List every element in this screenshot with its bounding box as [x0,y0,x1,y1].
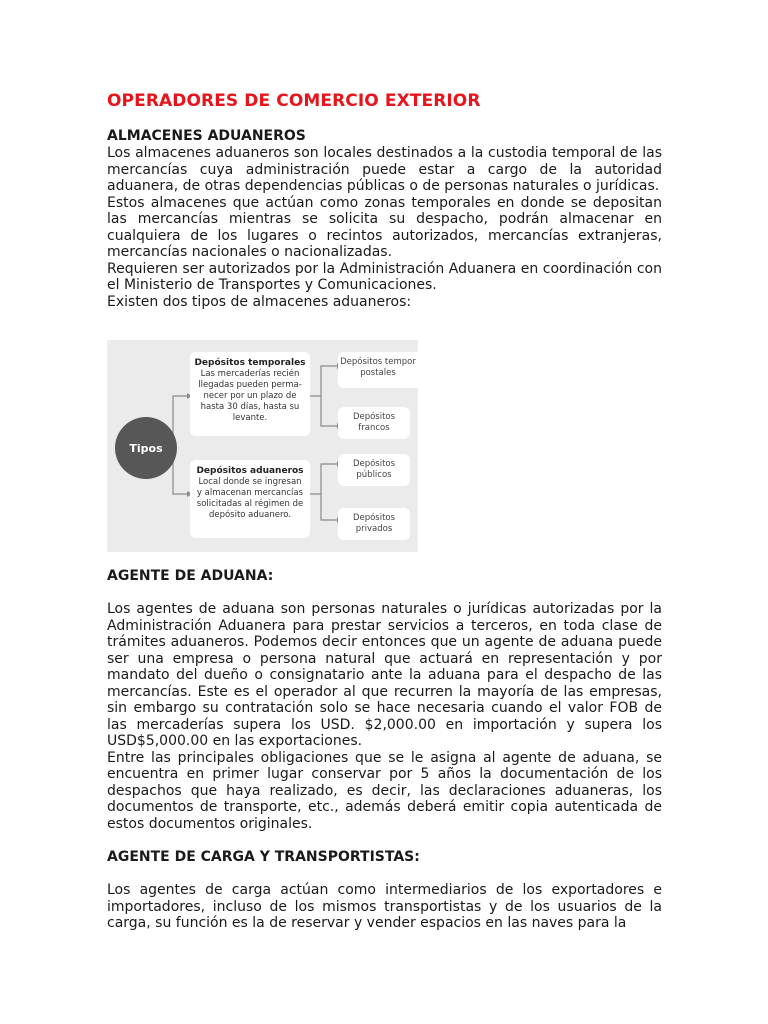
section-heading: ALMACENES ADUANEROS [107,128,306,144]
diagram-group-line: Las mercaderías recién [200,369,300,379]
diagram-leaf-line: postales [360,368,396,378]
diagram-leaf-line: públicos [356,470,392,480]
diagram-group-line: necer por un plazo de [203,391,297,401]
diagram-group-line: solicitadas al régimen de [196,499,304,509]
paragraph: Los agentes de carga actúan como intermediarios de los exportadores e importadores, incluso de los mismos transportistas y de los usuarios de la carga, su función es la de reservar y vender espacios en las naves para la [107,882,662,931]
diagram-leaf-line: Depósitos [352,459,396,469]
diagram-group-title: Depósitos aduaneros [196,466,304,476]
diagram-leaf-francos [338,407,410,439]
diagram-root-node: Tipos [115,417,177,479]
diagram-leaf-line: Depósitos [352,412,396,422]
paragraph: Existen dos tipos de almacenes aduaneros: [107,293,412,310]
section-agente-aduana [107,568,662,832]
diagram-leaf-line: privados [355,524,393,534]
diagram-group-aduaneros [190,460,310,538]
diagram-group-line: levante. [232,413,268,423]
diagram-leaf-privados [338,508,410,540]
diagram-group-line: Local donde se ingresan [198,477,302,487]
paragraph: Entre las principales obligaciones que se le asigna al agente de aduana, se encuentra en primer lugar conservar por 5 años la documentación de los despachos que haya realizado, es decir, las declaraciones aduaneras, los documentos de transporte, etc., además deberá emitir copia autenticada de estos documentos originales. [107,749,662,832]
diagram-group-line: depósito aduanero. [208,510,292,520]
diagram-group-temporales [190,352,310,436]
section-heading: AGENTE DE CARGA Y TRANSPORTISTAS: [107,849,420,865]
section-heading: AGENTE DE ADUANA: [107,568,274,584]
paragraph: Los almacenes aduaneros son locales destinados a la custodia temporal de las mercancías cuya administración puede estar a cargo de la autoridad aduanera, de otras dependencias públicas o de personas naturales o jurídicas. [107,145,662,194]
diagram-leaf-postales [338,352,418,388]
diagram-group-line: y almacenan mercancías [196,488,304,498]
diagram-leaf-line: Depósitos tempor [340,357,416,367]
diagram-group-line: hasta 30 días, hasta su [200,402,300,412]
paragraph: Estos almacenes que actúan como zonas temporales en donde se depositan las mercancías mientras se solicita su despacho, podrán almacenar en cualquiera de los lugares o recintos autorizados, mercancías extranjeras, mercancías nacionales o nacionalizadas. [107,194,662,260]
diagram-leaf-publicos [338,454,410,486]
document-title: OPERADORES DE COMERCIO EXTERIOR [107,91,481,111]
diagram-leaf-line: Depósitos [352,513,396,523]
diagram-leaf-line: francos [358,423,390,433]
diagram-group-title: Depósitos temporales [194,358,306,368]
diagram-group-line: llegadas pueden perma- [198,380,302,390]
paragraph: Los agentes de aduana son personas naturales o jurídicas autorizadas por la Administración Aduanera para prestar servicios a terceros, en toda clase de trámites aduaneros. Podemos decir entonces que un agente de aduana puede ser una empresa o persona natural que actuará en representación y por mandato del dueño o consignatario ante la aduana para el despacho de las mercancías. Este es el operador al que recurren la mayoría de las empresas, sin embargo su contratación solo se hace necesaria cuando el valor FOB de las mercaderías supera los USD. $2,000.00 en importación y supera los USD$5,000.00 en las exportaciones. [107,601,662,749]
paragraph: Requieren ser autorizados por la Administración Aduanera en coordinación con el Ministerio de Transportes y Comunicaciones. [107,260,662,293]
section-agente-carga [107,849,662,932]
section-almacenes [107,128,662,310]
